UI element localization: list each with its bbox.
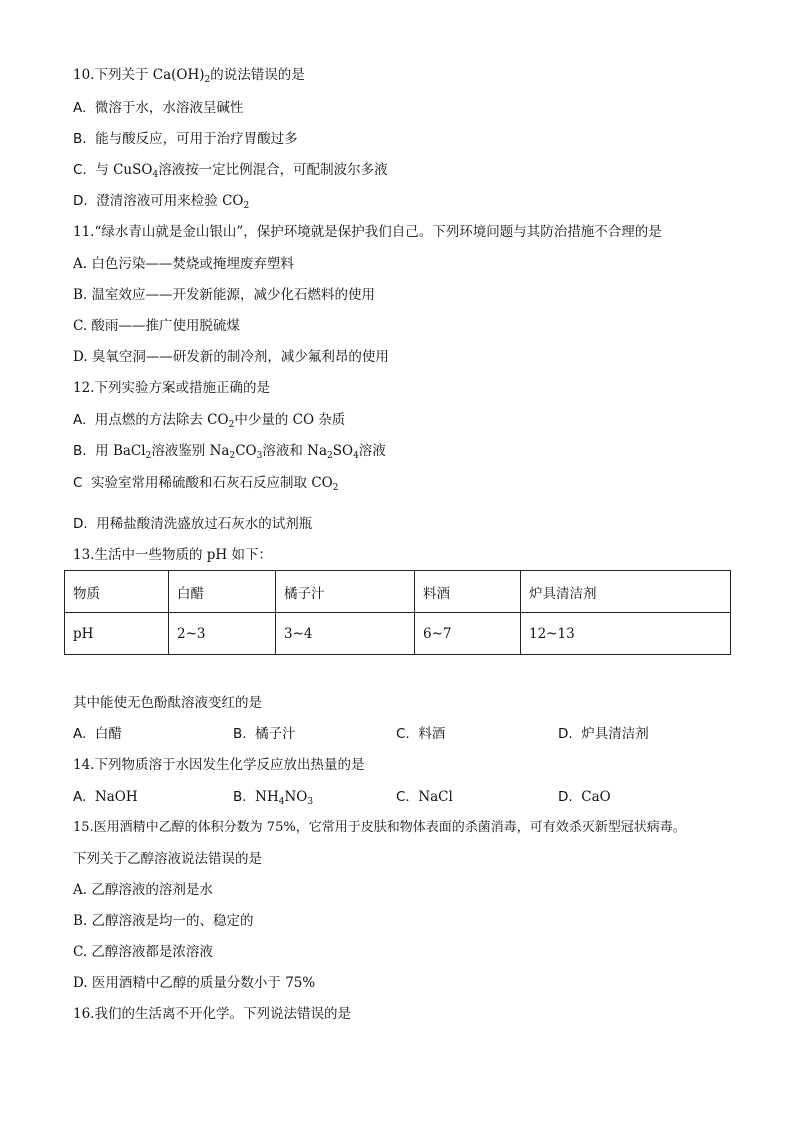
q13-option-c: C. 料酒: [396, 726, 446, 742]
q15-option-c: C. 乙醇溶液都是浓溶液: [73, 944, 213, 960]
table-cell: 12~13: [521, 613, 731, 655]
q13-option-a: A. 白醋: [73, 726, 122, 742]
table-header-cell: 橘子汁: [276, 571, 415, 613]
q15-option-b: B. 乙醇溶液是均一的、稳定的: [73, 913, 254, 929]
q14-stem: 14.下列物质溶于水因发生化学反应放出热量的是: [73, 757, 365, 773]
table-header-cell: 料酒: [415, 571, 521, 613]
q15-option-a: A. 乙醇溶液的溶剂是水: [73, 882, 213, 898]
q10-option-b: B. 能与酸反应，可用于治疗胃酸过多: [73, 131, 298, 147]
q12-stem: 12.下列实验方案或措施正确的是: [73, 380, 270, 396]
q15-stem-line1: 15.医用酒精中乙醇的体积分数为 75%，它常用于皮肤和物体表面的杀菌消毒，可有效杀灭新型冠状病毒。: [73, 820, 686, 835]
q10-option-a: A. 微溶于水，水溶液呈碱性: [73, 100, 244, 116]
q11-option-b: B. 温室效应——开发新能源，减少化石燃料的使用: [73, 287, 376, 303]
q13-question: 其中能使无色酚酞溶液变红的是: [73, 695, 262, 711]
q11-option-a: A. 白色污染——焚烧或掩埋废弃塑料: [73, 256, 294, 272]
table-header-cell: 白醋: [169, 571, 276, 613]
q11-option-d: D. 臭氧空洞——研发新的制冷剂，减少氟利昂的使用: [73, 349, 389, 365]
q13-stem: 13.生活中一些物质的 pH 如下：: [73, 547, 272, 563]
q14-option-a: A. NaOH: [73, 789, 138, 805]
table-row: [65, 613, 731, 655]
table-cell: 6~7: [415, 613, 521, 655]
q13-option-b: B. 橘子汁: [233, 726, 296, 742]
table-header-cell: 炉具清洁剂: [521, 571, 731, 613]
q10-option-d: D. 澄清溶液可用来检验 $CO_2$: [73, 193, 250, 211]
q14-option-d: D. CaO: [558, 789, 611, 805]
q15-option-d: D. 医用酒精中乙醇的质量分数小于 75%: [73, 975, 316, 991]
q12-option-a: A. 用点燃的方法除去 $CO_2$中少量的 CO 杂质: [73, 412, 346, 430]
q12-option-d: D. 用稀盐酸清洗盛放过石灰水的试剂瓶: [73, 516, 313, 532]
table-cell: pH: [65, 613, 169, 655]
q12-option-b: B. 用 BaCl$_2$溶液鉴别 $Na_2CO_3$溶液和 $Na_2SO_4$溶液: [73, 443, 386, 461]
q11-stem: 11.“绿水青山就是金山银山”，保护环境就是保护我们自己。下列环境问题与其防治措施不合理的是: [73, 224, 662, 240]
q11-option-c: C. 酸雨——推广使用脱硫煤: [73, 318, 240, 334]
q13-option-d: D. 炉具清洁剂: [558, 726, 649, 742]
q16-stem: 16.我们的生活离不开化学。下列说法错误的是: [73, 1006, 351, 1022]
q15-stem-line2: 下列关于乙醇溶液说法错误的是: [73, 851, 262, 867]
q12-option-c: C 实验室常用稀硫酸和石灰石反应制取 $CO_2$: [73, 475, 339, 493]
ph-table: [64, 570, 731, 655]
table-cell: 2~3: [169, 613, 276, 655]
table-row: [65, 571, 731, 613]
q10-stem: 10.下列关于 $Ca(OH)_2$的说法错误的是: [73, 67, 305, 85]
table-cell: 3~4: [276, 613, 415, 655]
table-header-cell: 物质: [65, 571, 169, 613]
q14-option-c: C. NaCl: [396, 789, 453, 805]
q14-option-b: B. $NH_4NO_3$: [233, 789, 314, 807]
q10-option-c: C. 与 CuSO$_4$溶液按一定比例混合，可配制波尔多液: [73, 162, 388, 180]
